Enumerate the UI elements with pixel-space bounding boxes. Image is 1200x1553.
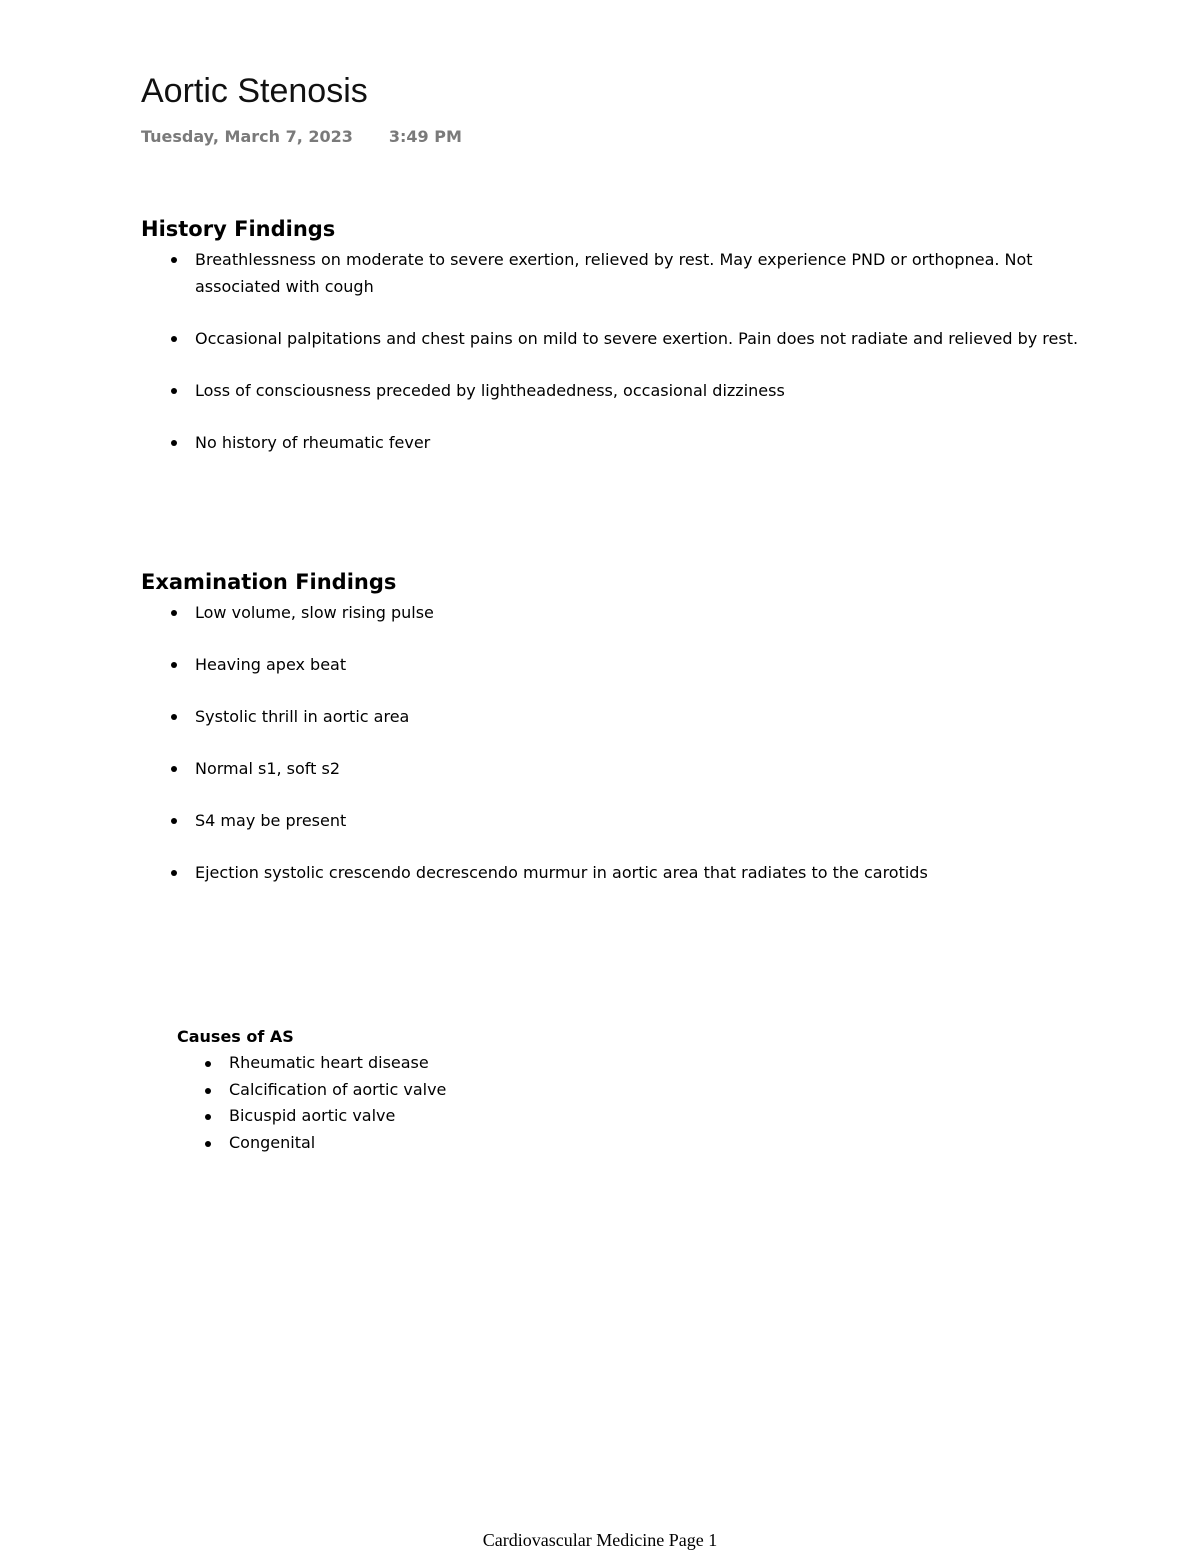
page-time: 3:49 PM <box>388 127 462 146</box>
list-item: Congenital <box>205 1130 705 1157</box>
list-item: Rheumatic heart disease <box>205 1050 705 1077</box>
history-heading: History Findings <box>141 217 336 241</box>
list-item: Normal s1, soft s2 <box>171 755 1121 782</box>
list-item: S4 may be present <box>171 807 1121 834</box>
list-item: Ejection systolic crescendo decrescendo murmur in aortic area that radiates to the carotids <box>171 859 1121 886</box>
list-item: No history of rheumatic fever <box>171 429 1121 456</box>
list-item: Breathlessness on moderate to severe exertion, relieved by rest. May experience PND or orthopnea. Not associated with cough <box>171 246 1121 300</box>
list-item: Low volume, slow rising pulse <box>171 599 1121 626</box>
page-meta <box>141 127 462 146</box>
list-item: Calcification of aortic valve <box>205 1077 705 1104</box>
page-title: Aortic Stenosis <box>141 72 368 110</box>
list-item: Loss of consciousness preceded by lightheadedness, occasional dizziness <box>171 377 1121 404</box>
list-item: Heaving apex beat <box>171 651 1121 678</box>
list-item: Occasional palpitations and chest pains on mild to severe exertion. Pain does not radiate and relieved by rest. <box>171 325 1121 352</box>
list-item: Bicuspid aortic valve <box>205 1103 705 1130</box>
page-date: Tuesday, March 7, 2023 <box>141 127 353 146</box>
list-item: Systolic thrill in aortic area <box>171 703 1121 730</box>
causes-heading: Causes of AS <box>177 1027 294 1046</box>
page-footer: Cardiovascular Medicine Page 1 <box>482 1530 718 1550</box>
examination-list <box>171 599 1121 911</box>
causes-list <box>205 1050 705 1156</box>
examination-heading: Examination Findings <box>141 570 397 594</box>
history-list <box>171 246 1121 481</box>
